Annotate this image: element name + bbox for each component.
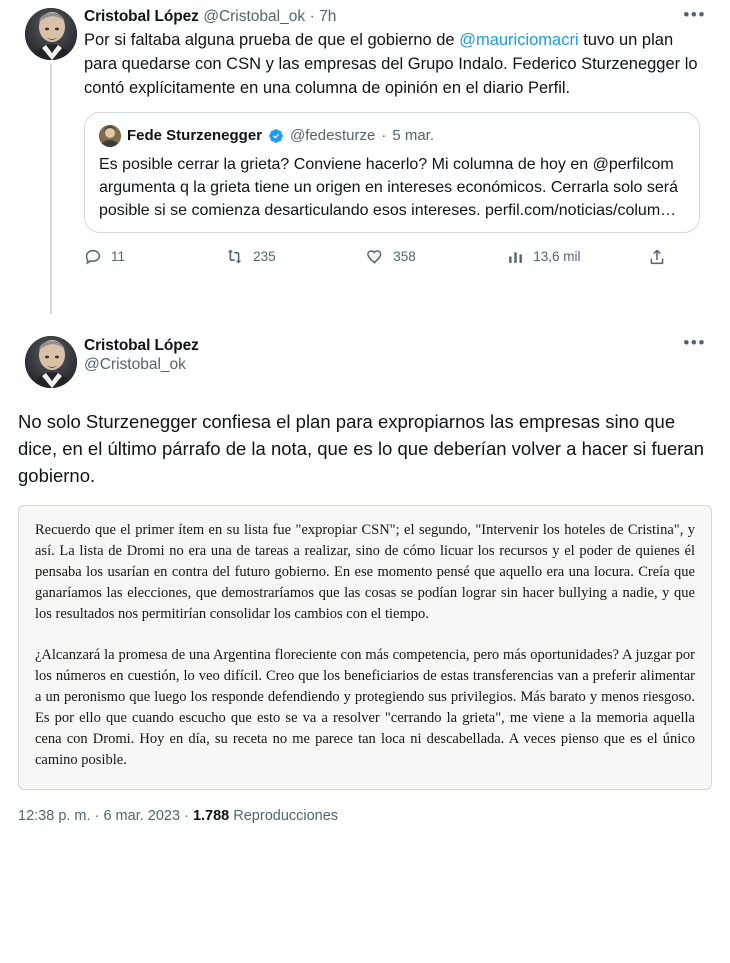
avatar-column [18, 8, 84, 314]
like-button[interactable] [366, 248, 507, 266]
quoted-author-handle[interactable]: @fedesturze [290, 128, 376, 145]
share-button[interactable] [648, 248, 686, 266]
author-handle-secondary[interactable]: @Cristobal_ok [84, 356, 186, 374]
tweet-footer [0, 790, 730, 826]
verified-badge-icon [268, 128, 284, 144]
avatar[interactable] [25, 8, 77, 60]
footer-time: 12:38 p. m. [18, 808, 91, 824]
header-separator: · [309, 8, 315, 25]
quoted-tweet-text: Es posible cerrar la grieta? Conviene hacerlo? Mi columna de hoy en @perfilcom argumenta q la grieta tiene un origen en intereses económicos. Cerrarla solo será posible si se comienza desarticulando esos intereses. perfil.com/noticias/colum… [99, 156, 678, 220]
bar-chart-icon [507, 248, 524, 265]
author-name[interactable]: Cristobal López [84, 8, 199, 25]
tweet-timestamp[interactable]: 7h [319, 8, 337, 25]
quoted-avatar-photo-icon [99, 125, 121, 147]
tweet-primary-body [84, 5, 716, 314]
tweet-secondary [0, 326, 730, 388]
footer-date: 6 mar. 2023 [103, 808, 181, 824]
quoted-tweet-date[interactable]: 5 mar. [392, 128, 434, 145]
share-icon [648, 248, 666, 266]
article-paragraph-1: Recuerdo que el primer ítem en su lista fue "expropiar CSN"; el segundo, "Intervenir los hoteles de Cristina", y así. La lista de Dromi no era una de tareas a realizar, sino de cómo licuar los recursos y el poder de quienes él pensaba los usarían en contra del futuro gobierno. En ese momento pensé que aquello era una locura. Creía que ganaríamos las elecciones, que demostraríamos que las cosas se podían lograr sin hacer bullying a nadie, y que los resultados nos permitirían consolidar los cambios con el tiempo. [35, 522, 695, 622]
avatar-photo-icon [25, 8, 77, 60]
footer-separator-1: · [94, 808, 100, 824]
quoted-author-name[interactable]: Fede Sturzenegger [127, 127, 263, 145]
heart-icon [366, 248, 384, 266]
tweet-secondary-author [84, 336, 677, 375]
tweet-secondary-text: No solo Sturzenegger confiesa el plan para expropiarnos las empresas sino que dice, en el último párrafo de la nota, que es lo que deberían volver a hacer si fueran gobierno. [18, 411, 704, 486]
tweet-primary [0, 0, 730, 314]
quoted-avatar[interactable] [99, 125, 121, 147]
thread-connector-line [50, 64, 52, 314]
avatar-secondary[interactable] [25, 336, 77, 388]
article-paragraph-2: ¿Alcanzará la promesa de una Argentina floreciente con más competencia, pero más oportunidades? A juzgar por los números en cuestión, lo veo difícil. Creo que los beneficiarios de estas transferencias van a preferir alimentar a un peronismo que luego los responde defendiendo y protegiendo sus privilegios. Más barato y menos riesgoso. Es por ello que cuando escucho que esto se va a resolver "cerrando la grieta", me viene a la memoria aquella cena con Dromi. Hoy en día, su receta no me parece tan loca ni descabellada. A veces pienso que es el único camino posible. [35, 647, 695, 768]
reply-count: 11 [111, 249, 126, 265]
tweet-text-part-2: tuvo un plan para quedarse con CSN y las empresas del Grupo Indalo. Federico Sturzenegger lo contó explícitamente en una columna de opinión en el diario Perfil. [84, 31, 698, 98]
tweet-primary-header [84, 5, 710, 26]
tweet-primary-author [84, 8, 677, 26]
author-name-secondary[interactable]: Cristobal López [84, 337, 199, 354]
retweet-count: 235 [253, 249, 276, 265]
author-handle[interactable]: @Cristobal_ok [203, 8, 306, 25]
avatar-secondary-photo-icon [25, 336, 77, 388]
retweet-button[interactable] [225, 247, 366, 266]
tweet-action-bar [84, 247, 710, 266]
views-button[interactable] [507, 248, 648, 265]
views-count: 13,6 mil [533, 249, 581, 265]
reply-icon [84, 248, 102, 266]
tweet-primary-text [84, 28, 710, 100]
footer-views-label: Reproducciones [233, 808, 339, 824]
tweet-secondary-body [84, 333, 716, 388]
article-screenshot-card[interactable] [18, 505, 712, 790]
mention-link[interactable]: @mauriciomacri [459, 31, 579, 50]
retweet-icon [225, 247, 244, 266]
tweet-text-part-1: Por si faltaba alguna prueba de que el gobierno de [84, 31, 460, 50]
reply-button[interactable] [84, 248, 225, 266]
footer-separator-2: · [184, 808, 189, 824]
tweet-secondary-header [84, 333, 710, 375]
more-options-button-secondary[interactable]: ••• [683, 333, 706, 352]
quoted-tweet-header [99, 125, 685, 147]
quoted-header-separator: · [381, 128, 387, 145]
avatar-column-secondary [18, 336, 84, 388]
like-count: 358 [393, 249, 416, 265]
quoted-tweet-card[interactable] [84, 112, 700, 233]
footer-views-count: 1.788 [192, 808, 230, 824]
more-options-button[interactable]: ••• [683, 5, 706, 24]
